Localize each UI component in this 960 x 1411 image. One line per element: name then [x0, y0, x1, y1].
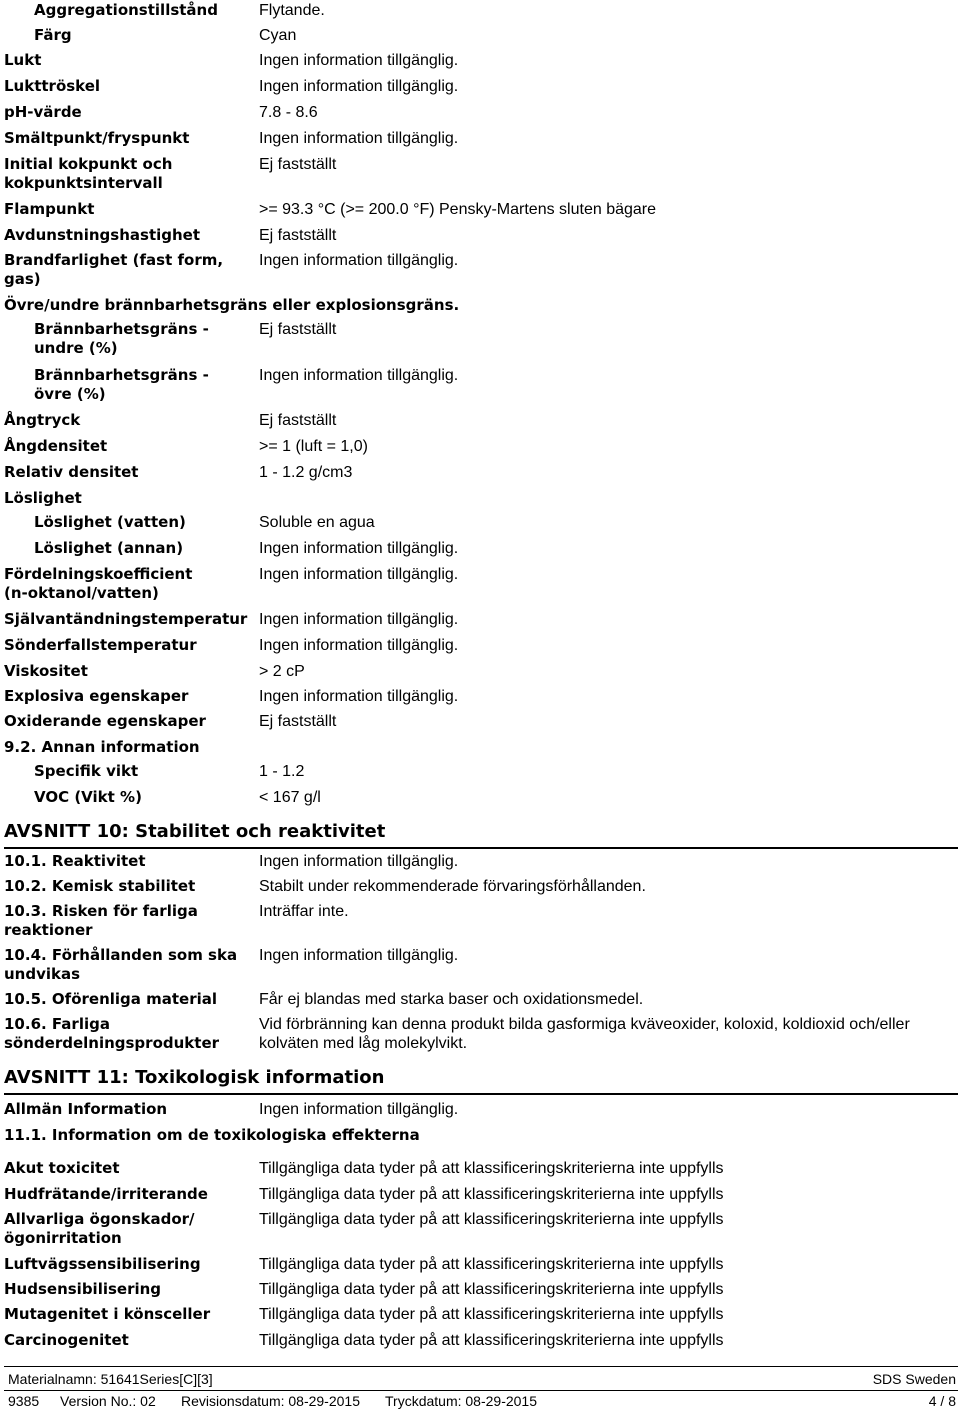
solubility-other-label: Löslighet (annan) — [34, 539, 184, 557]
vapor-density-label: Ångdensitet — [4, 437, 108, 455]
autoignition-value: Ingen information tillgänglig. — [259, 611, 459, 628]
voc-value: < 167 g/l — [259, 789, 321, 806]
general-information-label: Allmän Information — [4, 1100, 168, 1118]
solubility-water-value: Soluble en agua — [259, 514, 375, 531]
viscosity-value: > 2 cP — [259, 663, 305, 680]
chemical-stability-label: 10.2. Kemisk stabilitet — [4, 877, 196, 895]
footer-document-id: 9385 — [8, 1393, 40, 1409]
color-value: Cyan — [259, 27, 297, 44]
section-11-rule — [4, 1093, 958, 1095]
oxidizing-properties-value: Ej fastställt — [259, 713, 337, 730]
upper-limit-label: Brännbarhetsgräns - övre (%) — [34, 366, 209, 403]
flash-point-value: >= 93.3 °C (>= 200.0 °F) Pensky-Martens sluten bägare — [259, 201, 657, 218]
flammability-label: Brandfarlighet (fast form, gas) — [4, 251, 224, 288]
hazardous-reactions-value: Inträffar inte. — [259, 903, 349, 920]
section-10-title: AVSNITT 10: Stabilitet och reaktivitet — [4, 821, 386, 842]
conditions-to-avoid-label: 10.4. Förhållanden som ska undvikas — [4, 946, 238, 983]
aggregation-label: Aggregationstillstånd — [34, 1, 218, 19]
evaporation-rate-value: Ej fastställt — [259, 227, 337, 244]
acute-toxicity-value: Tillgängliga data tyder på att klassificeringskriterierna inte uppfylls — [259, 1160, 724, 1177]
aggregation-value: Flytande. — [259, 2, 325, 19]
color-label: Färg — [34, 26, 72, 44]
explosive-properties-value: Ingen information tillgänglig. — [259, 688, 459, 705]
relative-density-value: 1 - 1.2 g/cm3 — [259, 464, 353, 481]
skin-sensitization-label: Hudsensibilisering — [4, 1280, 162, 1298]
footer-material-name: Materialnamn: 51641Series[C][3] — [8, 1371, 213, 1387]
vapor-pressure-value: Ej fastställt — [259, 412, 337, 429]
upper-limit-value: Ingen information tillgänglig. — [259, 367, 459, 384]
toxicology-subheading: 11.1. Information om de toxikologiska effekterna — [4, 1126, 420, 1144]
ph-value: 7.8 - 8.6 — [259, 104, 318, 121]
carcinogenicity-value: Tillgängliga data tyder på att klassificeringskriterierna inte uppfylls — [259, 1332, 724, 1349]
oxidizing-properties-label: Oxiderande egenskaper — [4, 712, 206, 730]
footer-rule-middle — [4, 1390, 958, 1391]
footer-rule-top — [4, 1366, 958, 1367]
partition-coefficient-value: Ingen information tillgänglig. — [259, 566, 459, 583]
flammability-value: Ingen information tillgänglig. — [259, 252, 459, 269]
other-information-heading: 9.2. Annan information — [4, 738, 200, 756]
vapor-pressure-label: Ångtryck — [4, 411, 81, 429]
hazardous-reactions-label: 10.3. Risken för farliga reaktioner — [4, 902, 198, 939]
decomposition-products-value-line1: Vid förbränning kan denna produkt bilda gasformiga kväveoxider, koloxid, koldioxid och/eller — [259, 1016, 910, 1033]
viscosity-label: Viskositet — [4, 662, 88, 680]
chemical-stability-value: Stabilt under rekommenderade förvaringsförhållanden. — [259, 878, 646, 895]
evaporation-rate-label: Avdunstningshastighet — [4, 226, 201, 244]
vapor-density-value: >= 1 (luft = 1,0) — [259, 438, 368, 455]
section-10-rule — [4, 847, 958, 849]
respiratory-sensitization-value: Tillgängliga data tyder på att klassificeringskriterierna inte uppfylls — [259, 1256, 724, 1273]
carcinogenicity-label: Carcinogenitet — [4, 1331, 129, 1349]
section-11-title: AVSNITT 11: Toxikologisk information — [4, 1067, 385, 1088]
melting-point-value: Ingen information tillgänglig. — [259, 130, 459, 147]
solubility-heading: Löslighet — [4, 489, 82, 507]
acute-toxicity-label: Akut toxicitet — [4, 1159, 120, 1177]
skin-sensitization-value: Tillgängliga data tyder på att klassificeringskriterierna inte uppfylls — [259, 1281, 724, 1298]
specific-gravity-label: Specifik vikt — [34, 762, 139, 780]
eye-damage-value: Tillgängliga data tyder på att klassificeringskriterierna inte uppfylls — [259, 1211, 724, 1228]
relative-density-label: Relativ densitet — [4, 463, 139, 481]
footer-version: Version No.: 02 — [60, 1393, 156, 1409]
autoignition-label: Självantändningstemperatur — [4, 610, 248, 628]
skin-corrosion-value: Tillgängliga data tyder på att klassificeringskriterierna inte uppfylls — [259, 1186, 724, 1203]
solubility-other-value: Ingen information tillgänglig. — [259, 540, 459, 557]
incompatible-materials-value: Får ej blandas med starka baser och oxidationsmedel. — [259, 991, 644, 1008]
odor-label: Lukt — [4, 51, 42, 69]
decomposition-products-label: 10.6. Farliga sönderdelningsprodukter — [4, 1015, 220, 1052]
footer-revision-date: Revisionsdatum: 08-29-2015 — [181, 1393, 360, 1409]
decomposition-temp-value: Ingen information tillgänglig. — [259, 637, 459, 654]
decomposition-temp-label: Sönderfallstemperatur — [4, 636, 197, 654]
odor-threshold-value: Ingen information tillgänglig. — [259, 78, 459, 95]
boiling-point-label: Initial kokpunkt och kokpunktsintervall — [4, 155, 173, 192]
germ-cell-mutagenicity-label: Mutagenitet i könsceller — [4, 1305, 211, 1323]
odor-value: Ingen information tillgänglig. — [259, 52, 459, 69]
conditions-to-avoid-value: Ingen information tillgänglig. — [259, 947, 459, 964]
explosion-limits-heading: Övre/undre brännbarhetsgräns eller explosionsgräns. — [4, 296, 460, 314]
lower-limit-value: Ej fastställt — [259, 321, 337, 338]
lower-limit-label: Brännbarhetsgräns - undre (%) — [34, 320, 209, 357]
melting-point-label: Smältpunkt/fryspunkt — [4, 129, 190, 147]
explosive-properties-label: Explosiva egenskaper — [4, 687, 189, 705]
reactivity-value: Ingen information tillgänglig. — [259, 853, 459, 870]
footer-page-number: 4 / 8 — [928, 1393, 956, 1409]
incompatible-materials-label: 10.5. Oförenliga material — [4, 990, 218, 1008]
solubility-water-label: Löslighet (vatten) — [34, 513, 186, 531]
general-information-value: Ingen information tillgänglig. — [259, 1101, 459, 1118]
partition-coefficient-label: Fördelningskoefficient (n-oktanol/vatten) — [4, 565, 193, 602]
footer-sds-region: SDS Sweden — [872, 1371, 956, 1387]
odor-threshold-label: Lukttröskel — [4, 77, 101, 95]
skin-corrosion-label: Hudfrätande/irriterande — [4, 1185, 208, 1203]
flash-point-label: Flampunkt — [4, 200, 95, 218]
eye-damage-label: Allvarliga ögonskador/ögonirritation — [4, 1210, 195, 1247]
reactivity-label: 10.1. Reaktivitet — [4, 852, 146, 870]
footer-print-date: Tryckdatum: 08-29-2015 — [385, 1393, 537, 1409]
voc-label: VOC (Vikt %) — [34, 788, 142, 806]
boiling-point-value: Ej fastställt — [259, 156, 337, 173]
specific-gravity-value: 1 - 1.2 — [259, 763, 305, 780]
germ-cell-mutagenicity-value: Tillgängliga data tyder på att klassificeringskriterierna inte uppfylls — [259, 1306, 724, 1323]
ph-label: pH-värde — [4, 103, 82, 121]
decomposition-products-value-line2: kolväten med låg molekylvikt. — [259, 1035, 468, 1052]
respiratory-sensitization-label: Luftvägssensibilisering — [4, 1255, 201, 1273]
